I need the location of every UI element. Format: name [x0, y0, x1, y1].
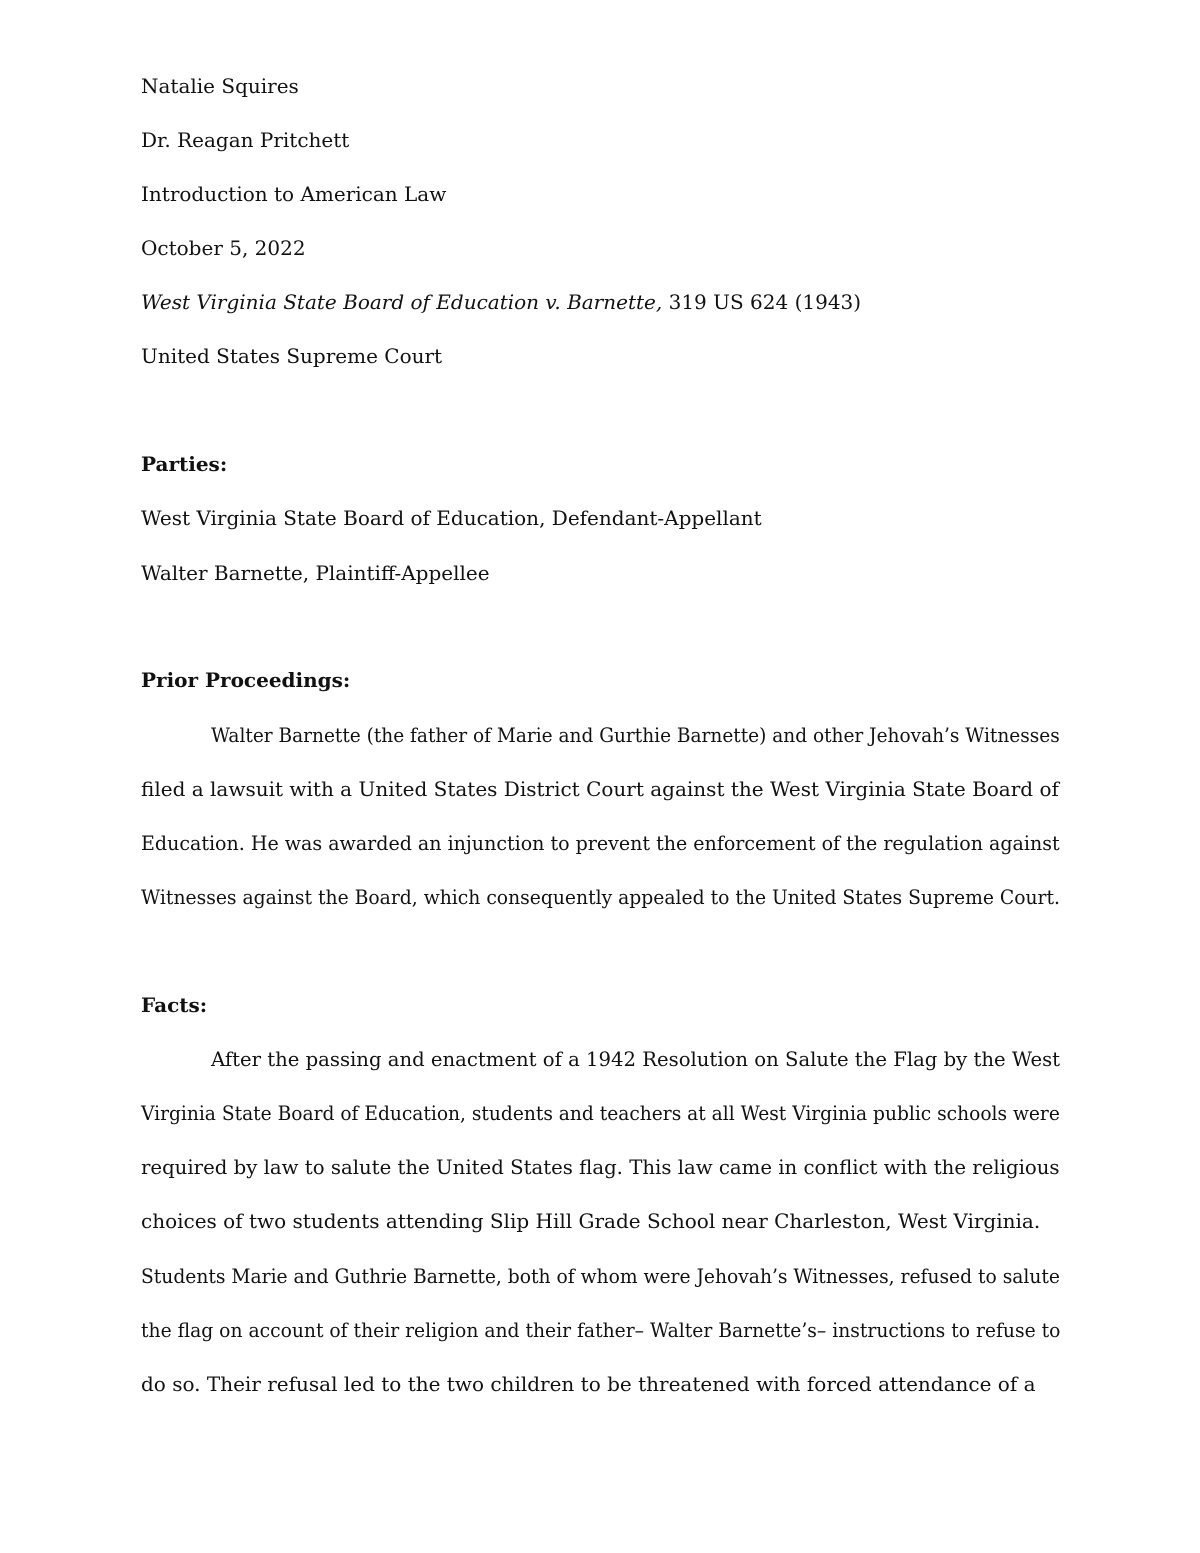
case-name: West Virginia State Board of Education v. Barnette,	[141, 290, 663, 314]
facts-line: Students Marie and Guthrie Barnette, both of whom were Jehovah’s Witnesses, refused to salute	[141, 1264, 1060, 1288]
facts-heading: Facts:	[141, 993, 208, 1017]
instructor-name: Dr. Reagan Pritchett	[141, 128, 350, 152]
facts-line: After the passing and enactment of a 1942 Resolution on Salute the Flag by the West	[211, 1047, 1061, 1071]
paper-date: October 5, 2022	[141, 236, 306, 260]
facts-line: required by law to salute the United States flag. This law came in conflict with the religious	[141, 1155, 1060, 1179]
court-name: United States Supreme Court	[141, 344, 443, 368]
facts-line: Virginia State Board of Education, students and teachers at all West Virginia public schools were	[141, 1101, 1060, 1125]
prior-proceedings-heading: Prior Proceedings:	[141, 668, 351, 692]
party-defendant: West Virginia State Board of Education, Defendant-Appellant	[141, 506, 762, 530]
facts-line: the flag on account of their religion and their father– Walter Barnette’s– instructions to refuse to	[141, 1318, 1061, 1342]
facts-line: choices of two students attending Slip Hill Grade School near Charleston, West Virginia.	[141, 1209, 1041, 1233]
parties-heading: Parties:	[141, 452, 228, 476]
prior-proceedings-line: Witnesses against the Board, which consequently appealed to the United States Supreme Court.	[141, 885, 1061, 909]
prior-proceedings-line: Walter Barnette (the father of Marie and Gurthie Barnette) and other Jehovah’s Witnesses	[211, 723, 1060, 747]
author-name: Natalie Squires	[141, 74, 299, 98]
case-citation: 319 US 624 (1943)	[662, 290, 862, 314]
course-name: Introduction to American Law	[141, 182, 447, 206]
case-title	[141, 290, 861, 314]
prior-proceedings-line: Education. He was awarded an injunction to prevent the enforcement of the regulation against	[141, 831, 1060, 855]
prior-proceedings-line: filed a lawsuit with a United States District Court against the West Virginia State Board of	[141, 777, 1059, 801]
facts-line: do so. Their refusal led to the two children to be threatened with forced attendance of a	[141, 1372, 1036, 1396]
party-plaintiff: Walter Barnette, Plaintiff-Appellee	[141, 561, 490, 585]
